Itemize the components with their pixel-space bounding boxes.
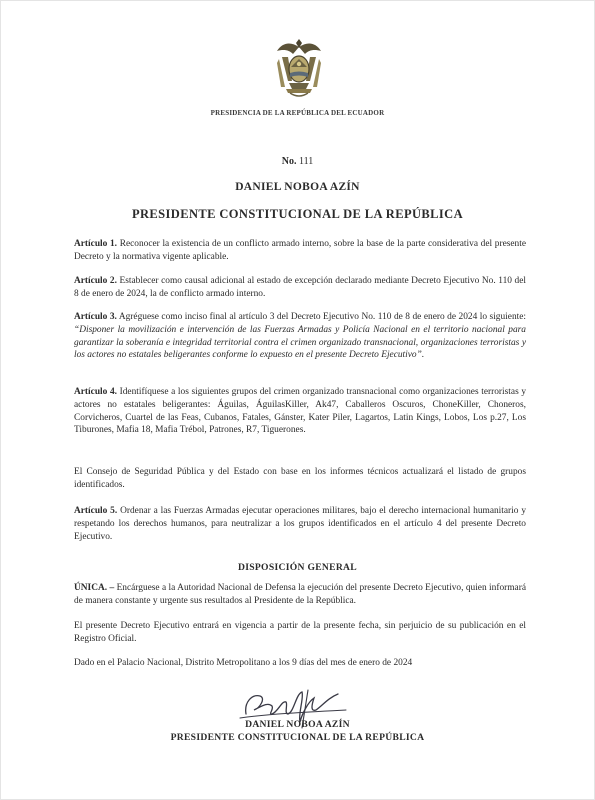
article-label: Artículo 2. bbox=[74, 276, 117, 286]
decree-number-label: No. bbox=[281, 156, 297, 167]
decree-number bbox=[0, 156, 595, 167]
general-provision-heading: DISPOSICIÓN GENERAL bbox=[238, 562, 357, 573]
unica-label: ÚNICA. – bbox=[74, 583, 115, 593]
article-1 bbox=[74, 238, 526, 264]
president-title: PRESIDENTE CONSTITUCIONAL DE LA REPÚBLICA bbox=[131, 207, 464, 221]
article-text: Identifíquese a los siguientes grupos del crimen organizado transnacional como organizaciones terroristas y actores no estatales beligerantes: Águilas, ÁguilasKiller, Ak47, Caballeros Oscuros, ChoneKiller, Choneros, Corvicheros, Cuartel de las Feas, Cubanos, Fatales, Gánster, Kater Piler, Lagartos, Latin Kings, Lobos, Los p.27, Los Tiburones, Mafia 18, Mafia Trébol, Patrones, R7, Tiguerones. bbox=[74, 387, 527, 436]
effective-text: El presente Decreto Ejecutivo entrará en vigencia a partir de la presente fecha, sin perjuicio de su publicación en el Registro Oficial. bbox=[74, 621, 526, 644]
given-at-text: Dado en el Palacio Nacional, Distrito Metropolitano a los 9 días del mes de enero de 2024 bbox=[74, 658, 413, 668]
signatory-title: PRESIDENTE CONSTITUCIONAL DE LA REPÚBLICA bbox=[170, 732, 425, 743]
unica-text: Encárguese a la Autoridad Nacional de Defensa la ejecución del presente Decreto Ejecutivo, quien informará de manera constante y urgente sus resultados al Presidente de la República. bbox=[74, 583, 527, 606]
ecuador-coat-of-arms-icon bbox=[276, 37, 322, 101]
article-label: Artículo 3. bbox=[74, 312, 117, 322]
article-text: Ordenar a las Fuerzas Armadas ejecutar operaciones militares, bajo el derecho internacional humanitario y respetando los derechos humanos, para neutralizar a los grupos identificados en el artículo 4 del presente Decreto Ejecutivo. bbox=[74, 506, 527, 542]
effective-paragraph bbox=[74, 620, 526, 646]
paragraph-text: El Consejo de Seguridad Pública y del Estado con base en los informes técnicos actualizará el listado de grupos identificados. bbox=[74, 467, 526, 490]
article-text: Agréguese como inciso final al artículo 3 del Decreto Ejecutivo No. 110 de 8 de enero de 2024 lo siguiente: bbox=[118, 312, 526, 322]
article-label: Artículo 4. bbox=[74, 387, 117, 397]
unica-provision bbox=[74, 582, 526, 608]
article-label: Artículo 5. bbox=[74, 506, 118, 516]
security-council-paragraph bbox=[74, 466, 526, 492]
article-2 bbox=[74, 275, 526, 301]
article-5 bbox=[74, 505, 526, 543]
decree-number-value: 111 bbox=[298, 156, 314, 167]
presidency-heading: PRESIDENCIA DE LA REPÚBLICA DEL ECUADOR bbox=[210, 109, 385, 117]
article-label: Artículo 1. bbox=[74, 239, 118, 249]
article-quote: “Disponer la movilización e intervención de las Fuerzas Armadas y Policía Nacional en el territorio nacional para garantizar la soberanía e integridad territorial contra el crimen organizado transnacional, organizaciones terroristas y los actores no estatales beligerantes conforme lo expuesto en el presente Decreto Ejecutivo”. bbox=[74, 324, 526, 361]
article-3 bbox=[74, 311, 526, 362]
article-4 bbox=[74, 386, 526, 437]
signatory-name: DANIEL NOBOA AZÍN bbox=[245, 719, 350, 730]
given-at-paragraph bbox=[74, 657, 526, 670]
article-text: Establecer como causal adicional al estado de excepción declarado mediante Decreto Ejecutivo No. 110 del 8 de enero de 2024, la de conflicto armado interno. bbox=[74, 276, 527, 299]
article-text: Reconocer la existencia de un conflicto armado interno, sobre la base de la parte considerativa del presente Decreto y la normativa vigente aplicable. bbox=[74, 239, 526, 262]
president-name: DANIEL NOBOA AZÍN bbox=[235, 181, 360, 193]
